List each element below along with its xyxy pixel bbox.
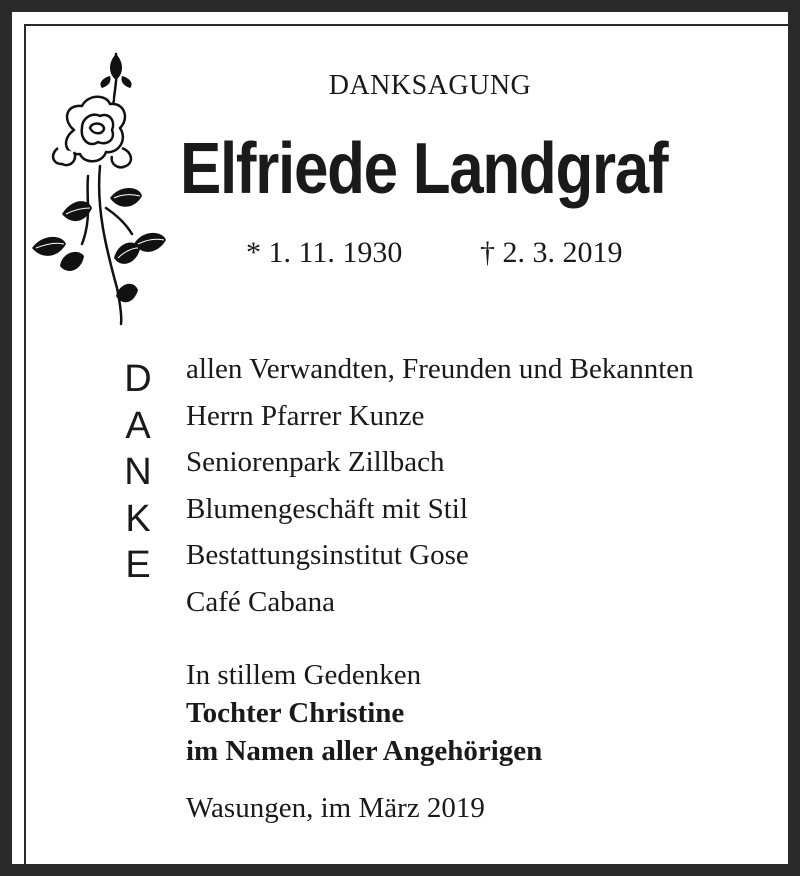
- signer-name: Tochter Christine: [186, 697, 405, 729]
- closing-line: In stillem Gedenken: [186, 659, 422, 691]
- danke-letter: K: [125, 497, 151, 540]
- thanks-list-item: allen Verwandten, Freunden und Bekannten: [186, 353, 694, 385]
- place-and-date: Wasungen, im März 2019: [186, 792, 485, 824]
- thanks-list-item: Seniorenpark Zillbach: [186, 446, 445, 478]
- thanks-list-item: Herrn Pfarrer Kunze: [186, 399, 425, 432]
- death-date: † 2. 3. 2019: [480, 236, 623, 269]
- signer-family: im Namen aller Angehörigen: [186, 735, 543, 767]
- thanks-list-item: Bestattungsinstitut Gose: [186, 539, 469, 571]
- danke-letter: N: [124, 451, 152, 493]
- danke-letter: D: [124, 358, 152, 400]
- danke-letter: A: [125, 404, 151, 447]
- rose-illustration-icon: [22, 48, 172, 328]
- thanks-list-item: Café Cabana: [186, 585, 335, 618]
- birth-date: * 1. 11. 1930: [246, 236, 403, 269]
- closing-block: [186, 656, 542, 770]
- thanks-list: [186, 346, 694, 625]
- danke-letter: E: [125, 544, 151, 586]
- thanks-list-item: Blumengeschäft mit Stil: [186, 492, 468, 525]
- danke-vertical-word: [120, 356, 156, 589]
- deceased-name: Elfriede Landgraf: [180, 129, 668, 209]
- notice-heading: DANKSAGUNG: [328, 70, 532, 101]
